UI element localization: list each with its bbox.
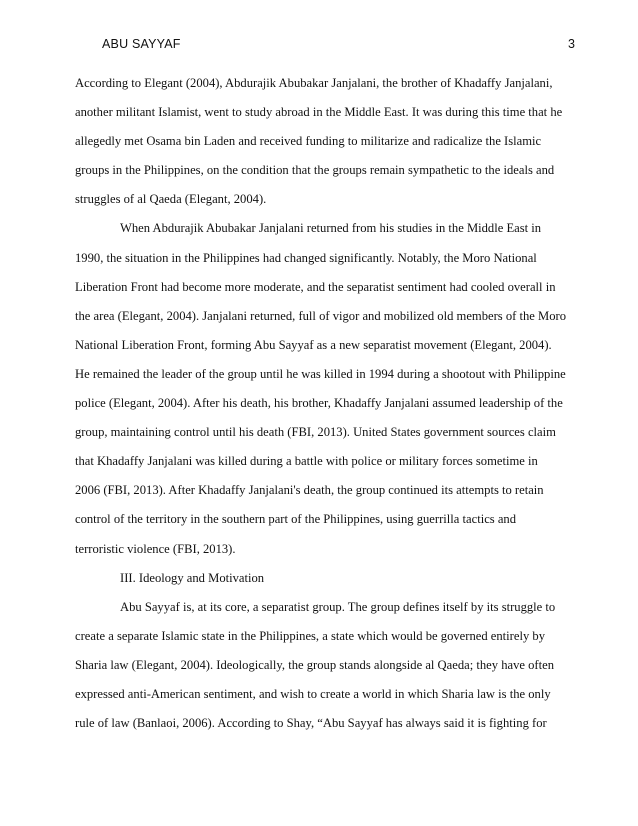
text-line: create a separate Islamic state in the Philippines, a state which would be governed entirely by — [75, 628, 546, 643]
text-line: control of the territory in the southern part of the Philippines, using guerrilla tactics and — [75, 512, 517, 527]
text-line: group, maintaining control until his death (FBI, 2013). United States government sources claim — [75, 425, 556, 440]
body-text — [75, 69, 565, 738]
text-line: the area (Elegant, 2004). Janjalani returned, full of vigor and mobilized old members of the Moro — [75, 308, 567, 323]
text-line: According to Elegant (2004), Abdurajik Abubakar Janjalani, the brother of Khadaffy Janjalani, — [75, 76, 553, 90]
running-head: ABU SAYYAF — [102, 37, 181, 51]
paragraph — [75, 214, 565, 563]
paragraph — [75, 69, 565, 214]
section-heading-text: III. Ideology and Motivation — [120, 570, 265, 585]
text-line: another militant Islamist, went to study abroad in the Middle East. It was during this time that he — [75, 105, 563, 120]
text-line: allegedly met Osama bin Laden and received funding to militarize and radicalize the Islamic — [75, 134, 542, 149]
text-line: He remained the leader of the group until he was killed in 1994 during a shootout with Philippine — [75, 366, 566, 381]
text-line: groups in the Philippines, on the condition that the groups remain sympathetic to the ideals and — [75, 163, 555, 178]
paragraph — [75, 593, 565, 738]
text-line: Liberation Front had become more moderate, and the separatist sentiment had cooled overall in — [75, 279, 556, 294]
text-line: police (Elegant, 2004). After his death, his brother, Khadaffy Janjalani assumed leadership of the — [75, 396, 563, 411]
page-number: 3 — [568, 37, 575, 51]
text-line: 1990, the situation in the Philippines had changed significantly. Notably, the Moro National — [75, 250, 537, 265]
text-line: National Liberation Front, forming Abu Sayyaf as a new separatist movement (Elegant, 2004). — [75, 337, 552, 352]
text-line: When Abdurajik Abubakar Janjalani returned from his studies in the Middle East in — [120, 221, 542, 236]
text-line: that Khadaffy Janjalani was killed during a battle with police or military forces sometime in — [75, 454, 538, 469]
section-heading — [75, 564, 565, 593]
text-line: rule of law (Banlaoi, 2006). According to Shay, “Abu Sayyaf has always said it is fighting for — [75, 716, 547, 731]
text-line: Sharia law (Elegant, 2004). Ideologically, the group stands alongside al Qaeda; they have often — [75, 657, 554, 672]
text-line: 2006 (FBI, 2013). After Khadaffy Janjalani's death, the group continued its attempts to retain — [75, 483, 544, 498]
text-line: struggles of al Qaeda (Elegant, 2004). — [75, 192, 267, 207]
text-line: terroristic violence (FBI, 2013). — [75, 541, 236, 556]
text-line: expressed anti-American sentiment, and wish to create a world in which Sharia law is the only — [75, 686, 551, 701]
text-line: Abu Sayyaf is, at its core, a separatist group. The group defines itself by its struggle to — [120, 599, 556, 614]
